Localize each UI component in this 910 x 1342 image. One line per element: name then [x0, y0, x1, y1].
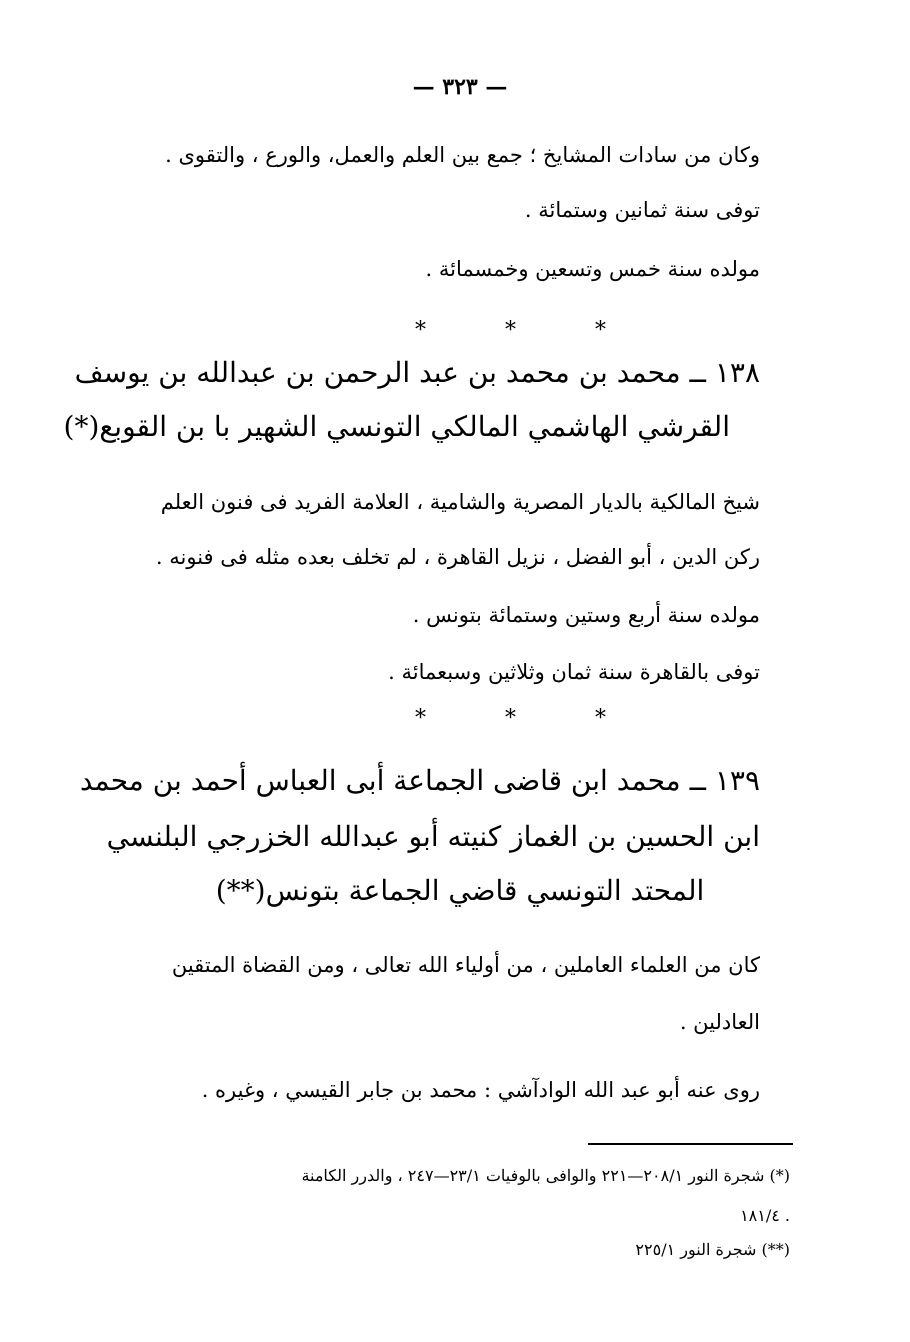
page-number: — ٣٢٣ — — [412, 74, 508, 100]
footnote-1-line-1: (*) شجرة النور ٢٠٨/١—٢٢١ والوافى بالوفيات ٢٣/١—٢٤٧ ، والدرر الكامنة — [301, 1166, 790, 1185]
entry-138-title-line-2: القرشي الهاشمي المالكي التونسي الشهير با بن القوبع(*) — [63, 410, 730, 443]
section-separator-1: * * * — [415, 318, 642, 343]
prev-entry-line-1: وكان من سادات المشايخ ؛ جمع بين العلم والعمل، والورع ، والتقوى . — [165, 143, 760, 167]
footnote-1-line-2: ١٨١/٤ . — [740, 1206, 790, 1225]
footnote-rule — [588, 1143, 793, 1145]
section-separator-2: * * * — [415, 706, 642, 731]
entry-139-title-line-2: ابن الحسين بن الغماز كنيته أبو عبدالله الخزرجي البلنسي — [106, 820, 760, 853]
entry-138-body-line-2: ركن الدين ، أبو الفضل ، نزيل القاهرة ، لم تخلف بعده مثله فى فنونه . — [155, 545, 760, 569]
entry-138-title-line-1: ١٣٨ ــ محمد بن محمد بن عبد الرحمن بن عبدالله بن يوسف — [74, 356, 760, 389]
entry-138-body-line-1: شيخ المالكية بالديار المصرية والشامية ، العلامة الفريد فى فنون العلم — [160, 490, 760, 514]
entry-139-body-line-3: روى عنه أبو عبد الله الوادآشي : محمد بن جابر القيسي ، وغيره . — [201, 1078, 760, 1102]
entry-139-title-line-1: ١٣٩ ــ محمد ابن قاضى الجماعة أبى العباس أحمد بن محمد — [79, 764, 760, 797]
prev-entry-line-3: مولده سنة خمس وتسعين وخمسمائة . — [425, 257, 760, 281]
footnote-2: (**) شجرة النور ٢٢٥/١ — [635, 1240, 790, 1259]
entry-138-body-line-3: مولده سنة أربع وستين وستمائة بتونس . — [412, 603, 760, 627]
prev-entry-line-2: توفى سنة ثمانين وستمائة . — [524, 198, 760, 222]
entry-139-title-line-3: المحتد التونسي قاضي الجماعة بتونس(**) — [215, 874, 705, 907]
entry-139-body-line-1: كان من العلماء العاملين ، من أولياء الله تعالى ، ومن القضاة المتقين — [171, 953, 760, 977]
entry-138-body-line-4: توفى بالقاهرة سنة ثمان وثلاثين وسبعمائة . — [388, 660, 760, 684]
entry-139-body-line-2: العادلين . — [679, 1010, 760, 1034]
